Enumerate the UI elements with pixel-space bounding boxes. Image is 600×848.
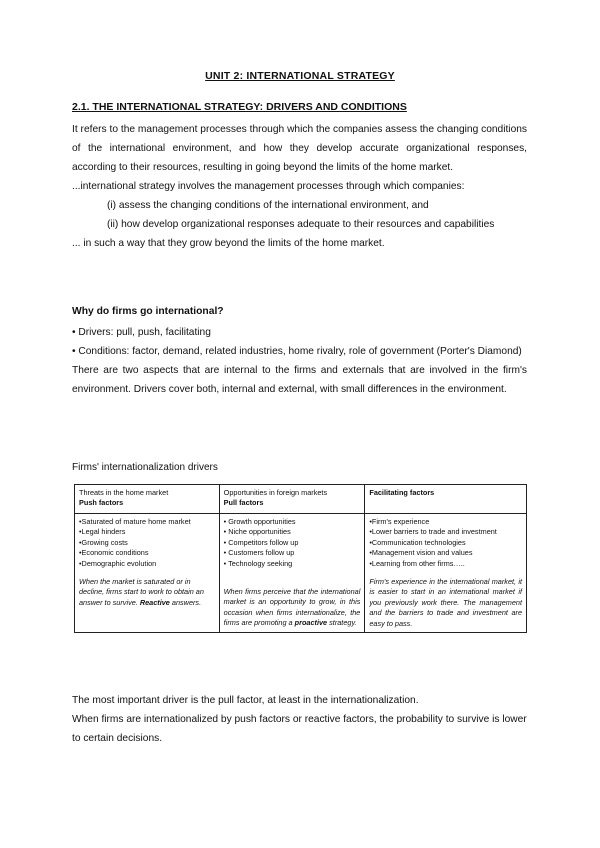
header-push	[75, 485, 220, 514]
facilitating-note: Firm's experience in the international market, it is easier to start in an international market if you previously work there. The management and the barriers to trade and investment are easy to pass.	[369, 577, 522, 628]
closing-line-2: When firms are internationalized by push factors or reactive factors, the probability to survive is lower to certain decisions.	[72, 714, 527, 744]
list-item: • Customers follow up	[223, 548, 295, 558]
definition-lead: ...international strategy involves the management processes through which companies:	[72, 181, 465, 192]
list-item: •Demographic evolution	[79, 558, 157, 568]
definition-item-2: (ii) how develop organizational responses adequate to their resources and capabilities	[107, 219, 495, 230]
facilitating-list	[369, 517, 522, 569]
why-block	[72, 323, 527, 399]
intro-block	[72, 120, 527, 253]
pull-note-text: When firms perceive that the international market is an opportunity to grow, in this occasion when firms internationalize, the firms are promoting a	[223, 587, 361, 628]
page-title: UNIT 2: INTERNATIONAL STRATEGY	[205, 70, 395, 82]
header-pull-line1: Opportunities in foreign markets	[223, 488, 328, 497]
pull-list	[224, 517, 361, 569]
push-note-text: When the market is saturated or in decline, firms start to work to obtain an answer to survive.	[79, 577, 204, 607]
header-pull	[219, 485, 365, 514]
list-item: •Firm's experience	[369, 517, 430, 526]
push-list	[79, 517, 215, 569]
section-title: 2.1. THE INTERNATIONAL STRATEGY: DRIVERS AND CONDITIONS	[72, 101, 407, 113]
list-item: • Technology seeking	[223, 558, 293, 568]
list-item: •Economic conditions	[79, 548, 149, 558]
table-body-row	[75, 514, 527, 633]
table-header-row	[75, 485, 527, 514]
drivers-table	[74, 484, 527, 633]
pull-note	[224, 587, 361, 629]
push-note-bold: Reactive	[139, 597, 170, 607]
closing-block	[72, 691, 527, 748]
list-item: •Growing costs	[79, 537, 128, 547]
list-item: •Legal hinders	[79, 527, 126, 537]
aspects-paragraph: There are two aspects that are internal to the firms and externals that are involved in the firm's environment. Drivers cover both, internal and external, with small differences in the environment.	[72, 365, 527, 395]
list-item: • Growth opportunities	[223, 517, 296, 526]
closing-line-1: The most important driver is the pull factor, at least in the internationalization.	[72, 695, 419, 706]
list-item: •Saturated of mature home market	[79, 517, 191, 526]
table-caption: Firms' internationalization drivers	[72, 462, 218, 473]
list-item: •Management vision and values	[369, 548, 473, 558]
header-push-line1: Threats in the home market	[79, 488, 169, 497]
header-facilitating-line1: Facilitating factors	[369, 488, 435, 497]
header-facilitating	[365, 485, 527, 514]
why-heading: Why do firms go international?	[72, 306, 224, 317]
definition-item-1: (i) assess the changing conditions of the international environment, and	[107, 200, 429, 211]
list-item: • Niche opportunities	[223, 527, 291, 537]
list-item: •Lower barriers to trade and investment	[369, 527, 497, 537]
pull-note-bold: proactive	[294, 618, 328, 628]
intro-paragraph: It refers to the management processes through which the companies assess the changing conditions of the international environment, and how they develop accurate organizational responses, according to their resources, resulting in going beyond the limits of the home market.	[72, 124, 527, 173]
bullet-drivers: • Drivers: pull, push, facilitating	[72, 327, 211, 338]
cell-pull	[219, 514, 365, 633]
pull-note-end: strategy.	[329, 618, 357, 628]
bullet-conditions: • Conditions: factor, demand, related industries, home rivalry, role of government (Porter's Diamond)	[72, 346, 522, 357]
cell-facilitating	[365, 514, 527, 633]
push-note	[79, 577, 215, 608]
cell-push	[75, 514, 220, 633]
list-item: •Communication technologies	[369, 537, 466, 547]
list-item: •Learning from other firms…..	[369, 558, 465, 568]
header-pull-line2: Pull factors	[223, 498, 264, 508]
push-note-end: answers.	[171, 597, 202, 607]
header-push-line2: Push factors	[79, 498, 124, 508]
list-item: • Competitors follow up	[223, 537, 299, 547]
definition-tail: ... in such a way that they grow beyond the limits of the home market.	[72, 238, 385, 249]
